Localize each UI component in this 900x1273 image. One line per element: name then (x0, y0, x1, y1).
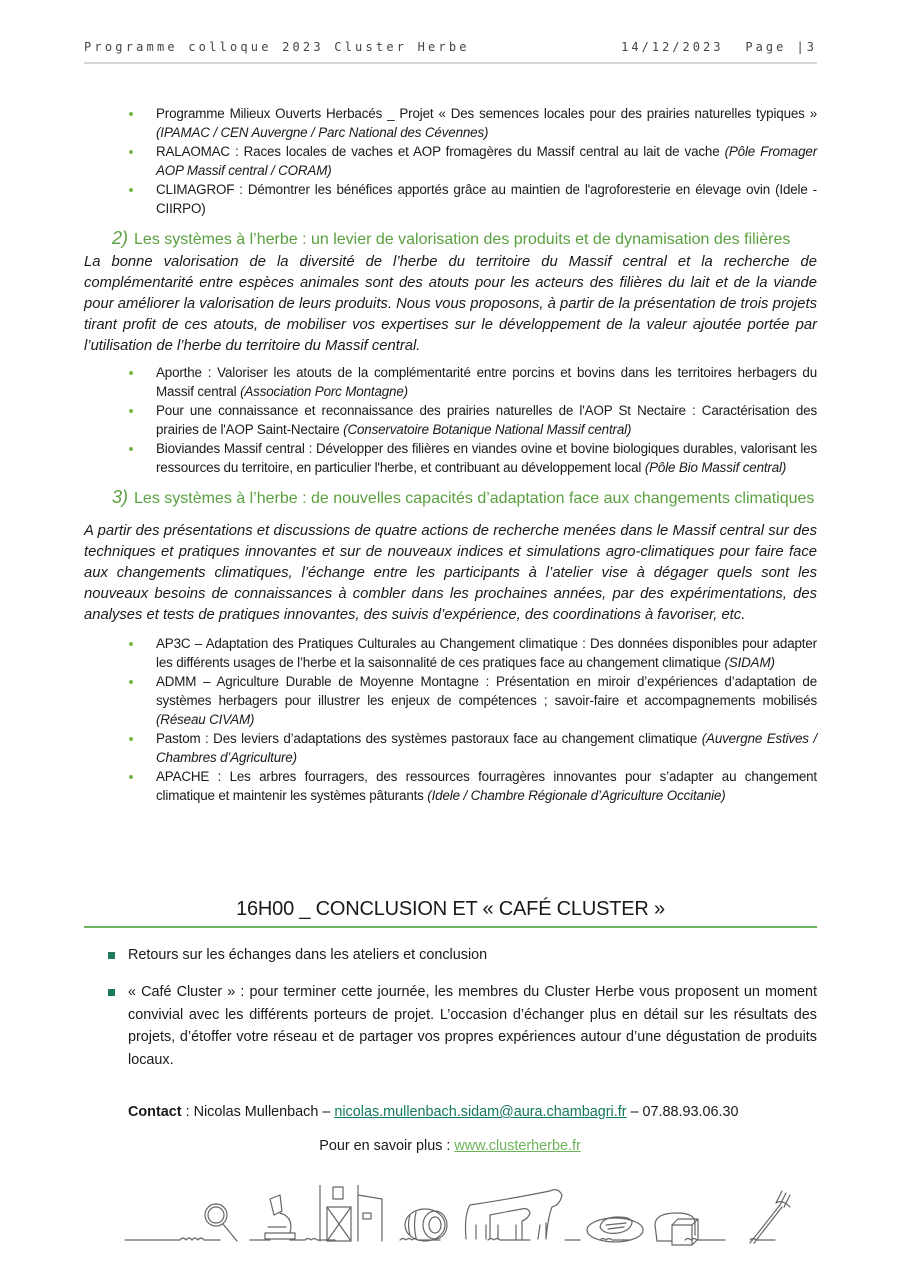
grass-line (125, 1238, 775, 1240)
conclusion-list (128, 944, 817, 967)
bullet-icon (129, 642, 133, 646)
section3-intro: A partir des présentations et discussions de quatre actions de recherche menées dans le Massif central sur des techniques et pratiques innovantes et sur de nouveaux indices et simulations agro-climatiques pour faire face aux changements climatiques, l’échange entre les participants à l’atelier vise à dégager quels sont les nouveaux besoins de connaissances à combler dans les prochaines années, par des expérimentations, des analyses et tests de pratiques innovantes, des suivis d’expérience, des coordinations à favoriser, etc. (84, 523, 817, 623)
partners: (Conservatoire Botanique National Massif central) (343, 422, 632, 437)
section1-list (84, 104, 817, 218)
contact-line: Contact : Nicolas Mullenbach – nicolas.mullenbach.sidam@aura.chambagri.fr – 07.88.93.06.30 (128, 1104, 739, 1120)
partners: (SIDAM) (724, 655, 775, 670)
main-content (84, 104, 817, 805)
bullet-icon (129, 371, 133, 375)
conclusion-title: 16H00 _ CONCLUSION ET « CAFÉ CLUSTER » (236, 898, 665, 920)
square-bullet-icon (108, 989, 115, 996)
list-item: APACHE : Les arbres fourragers, des ressources fourragères innovantes pour s’adapter au changement climatique et maintenir les systèmes pâturants (Idele / Chambre Régionale d’Agriculture Occitanie) (156, 767, 817, 805)
section2-number: 2) (112, 228, 129, 248)
list-item: RALAOMAC : Races locales de vaches et AOP fromagères du Massif central au lait de vache (Pôle Fromager AOP Massif central / CORAM) (156, 142, 817, 180)
section3-number: 3) (112, 487, 129, 507)
header-page-number: Page |3 (745, 40, 817, 54)
partners: (IPAMAC / CEN Auvergne / Parc National des Cévennes) (156, 125, 489, 140)
header-date: 14/12/2023 (621, 40, 724, 54)
cow-calf-icon (466, 1190, 563, 1239)
list-item: Retours sur les échanges dans les ateliers et conclusion (128, 944, 817, 967)
partners: (Association Porc Montagne) (240, 384, 408, 399)
bullet-icon (129, 447, 133, 451)
bullet-icon (129, 409, 133, 413)
section3-list (84, 634, 817, 805)
section2-heading (84, 226, 817, 252)
section2-intro: La bonne valorisation de la diversité de l’herbe du territoire du Massif central et la recherche de complémentarité entre espèces animales sont des atouts pour les acteurs des filières du lait et de la viande pour améliorer la valorisation de leurs produits. Nous vous proposons, à partir de la présentation de trois projets tirant profit de ces atouts, de mobiliser vos expertises sur le développement de la valeur ajoutée portée par l’utilisation de l’herbe du territoire du Massif central. (84, 254, 817, 354)
conclusion-list-2 (128, 981, 817, 1071)
conclusion-divider (84, 926, 817, 928)
list-item: « Café Cluster » : pour terminer cette journée, les membres du Cluster Herbe vous proposent un moment convivial avec les différents porteurs de projet. L’occasion d’échanger plus en détail sur les résultats des projets, d’étoffer votre réseau et de partager vos propres expériences autour d’une dégustation de produits locaux. (128, 981, 817, 1071)
barn-icon (320, 1185, 382, 1241)
header-divider (84, 62, 817, 64)
cheese-icon (655, 1213, 698, 1245)
bullet-icon (129, 188, 133, 192)
partners: (Pôle Bio Massif central) (644, 460, 787, 475)
list-item: Pastom : Des leviers d’adaptations des systèmes pastoraux face au changement climatique (Auvergne Estives / Chambres d’Agriculture) (156, 729, 817, 767)
contact-phone: – 07.88.93.06.30 (626, 1104, 739, 1120)
fork-icon (750, 1191, 790, 1243)
partners: (Auvergne Estives / Chambres d’Agriculture) (156, 731, 817, 765)
section2-title: Les systèmes à l’herbe : un levier de valorisation des produits et de dynamisation des filières (134, 231, 791, 248)
section3-heading (84, 485, 817, 511)
steak-plate-icon (587, 1217, 643, 1242)
website-link[interactable]: www.clusterherbe.fr (454, 1138, 581, 1154)
list-item: Pour une connaissance et reconnaissance des prairies naturelles de l'AOP St Nectaire : Caractérisation des prairies de l'AOP Saint-Nectaire (Conservatoire Botanique National Massif central) (156, 401, 817, 439)
partners: (Réseau CIVAM) (156, 712, 255, 727)
microscope-icon (265, 1195, 295, 1239)
contact-email-link[interactable]: nicolas.mullenbach.sidam@aura.chambagri.fr (334, 1104, 627, 1120)
bullet-icon (129, 112, 133, 116)
bullet-icon (129, 737, 133, 741)
partners: (Pôle Fromager AOP Massif central / CORAM) (156, 144, 818, 178)
partners: (Idele / Chambre Régionale d’Agriculture Occitanie) (427, 788, 726, 803)
page-header (84, 40, 817, 62)
contact-name: Nicolas Mullenbach – (193, 1104, 335, 1120)
list-item: Bioviandes Massif central : Développer des filières en viandes ovine et bovine biologiques durables, valorisant les ressources du territoire, en particulier l'herbe, et contribuant au développement local (Pôle Bio Massif central) (156, 439, 817, 477)
header-title: Programme colloque 2023 Cluster Herbe (84, 40, 470, 54)
square-bullet-icon (108, 952, 115, 959)
footer-illustration (120, 1185, 800, 1255)
magnifier-icon (205, 1204, 237, 1241)
more-info-line (0, 1138, 900, 1154)
header-meta (621, 40, 817, 54)
list-item: CLIMAGROF : Démontrer les bénéfices apportés grâce au maintien de l'agroforesterie en élevage ovin (Idele - CIIRPO) (156, 180, 817, 218)
footer-illustration-drawing (120, 1185, 800, 1255)
list-item: ADMM – Agriculture Durable de Moyenne Montagne : Présentation en miroir d’expériences d’adaptation de systèmes herbagers pour illustrer les enjeux de compétences ; savoir-faire et accompagnements mobilisés (Réseau CIVAM) (156, 672, 817, 729)
hay-bale-icon (405, 1209, 447, 1241)
list-item: Programme Milieux Ouverts Herbacés _ Projet « Des semences locales pour des prairies naturelles typiques » (IPAMAC / CEN Auvergne / Parc National des Cévennes) (156, 104, 817, 142)
section2-list (84, 363, 817, 477)
list-item: Aporthe : Valoriser les atouts de la complémentarité entre porcins et bovins dans les territoires herbagers du Massif central (Association Porc Montagne) (156, 363, 817, 401)
bullet-icon (129, 775, 133, 779)
bullet-icon (129, 680, 133, 684)
bullet-icon (129, 150, 133, 154)
list-item: AP3C – Adaptation des Pratiques Culturales au Changement climatique : Des données disponibles pour adapter les différents usages de l’herbe et la saisonnalité de ces pratiques face au changement climatique (SIDAM) (156, 634, 817, 672)
section3-title: Les systèmes à l’herbe : de nouvelles capacités d’adaptation face aux changements climatiques (134, 490, 815, 507)
more-info-label: Pour en savoir plus : (319, 1138, 455, 1154)
contact-label: Contact (128, 1104, 182, 1120)
